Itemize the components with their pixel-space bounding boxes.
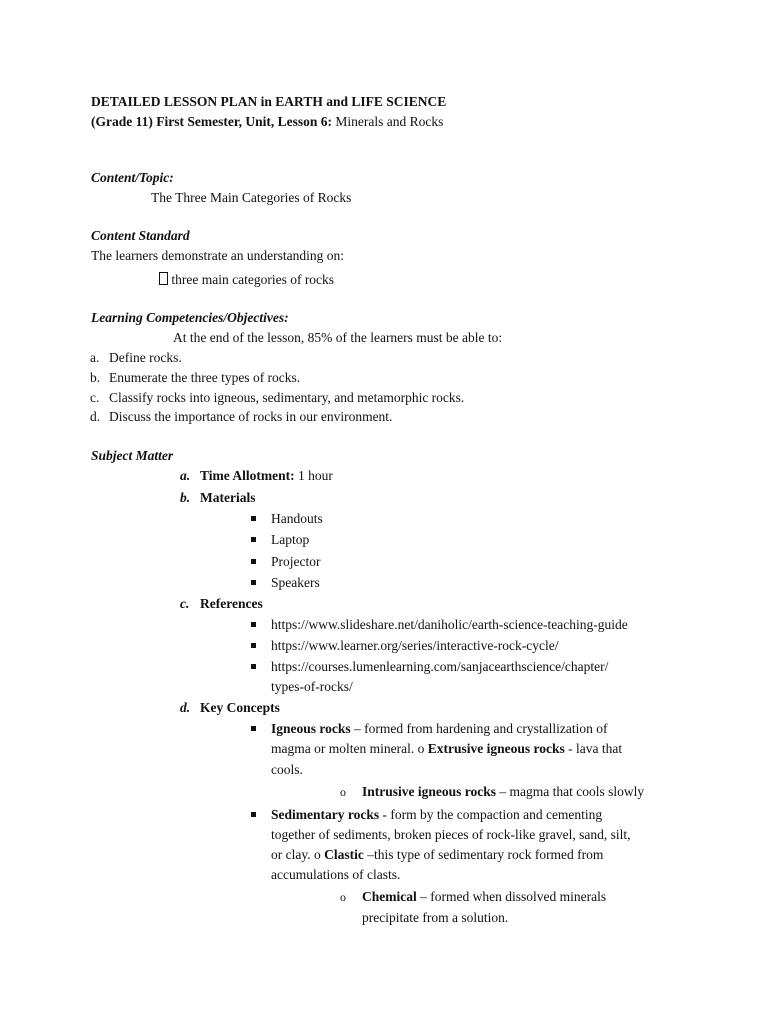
content-standard-heading: Content Standard bbox=[91, 228, 190, 243]
content-topic-text: The Three Main Categories of Rocks bbox=[151, 190, 352, 205]
extrusive-term: Extrusive igneous rocks bbox=[427, 741, 565, 756]
document-subtitle bbox=[91, 112, 443, 132]
igneous-line-3: cools. bbox=[271, 762, 303, 777]
circle-bullet-icon: o bbox=[417, 741, 428, 756]
sedimentary-line-2: together of sediments, broken pieces of rock-like gravel, sand, silt, bbox=[271, 827, 631, 842]
subtitle-rest: Minerals and Rocks bbox=[331, 114, 444, 129]
competencies-intro: At the end of the lesson, 85% of the learners must be able to: bbox=[173, 330, 503, 345]
sedimentary-line-4: accumulations of clasts. bbox=[271, 867, 401, 882]
time-value: 1 hour bbox=[294, 468, 333, 483]
competencies-heading: Learning Competencies/Objectives: bbox=[91, 310, 289, 325]
igneous-line-2 bbox=[271, 739, 622, 759]
missing-glyph-icon bbox=[159, 272, 168, 285]
material-item: Laptop bbox=[271, 532, 310, 547]
igneous-def-1: – formed from hardening and crystallization of bbox=[350, 721, 608, 736]
square-bullet-icon bbox=[251, 664, 256, 669]
sedimentary-def-1: - form by the compaction and cementing bbox=[379, 807, 603, 822]
subject-matter-heading: Subject Matter bbox=[91, 448, 174, 463]
sedimentary-line-1 bbox=[271, 805, 602, 825]
igneous-def-2: magma or molten mineral. bbox=[271, 741, 418, 756]
content-standard-item-text: three main categories of rocks bbox=[168, 272, 335, 287]
square-bullet-icon bbox=[251, 643, 256, 648]
content-standard-intro: The learners demonstrate an understanding on: bbox=[91, 248, 345, 263]
materials-marker: b. bbox=[180, 490, 191, 505]
chemical-line-1 bbox=[362, 887, 606, 907]
square-bullet-icon bbox=[251, 559, 256, 564]
document-title: DETAILED LESSON PLAN in EARTH and LIFE SCIENCE bbox=[91, 94, 447, 109]
chemical-def: – formed when dissolved minerals bbox=[416, 889, 607, 904]
extrusive-def: - lava that bbox=[564, 741, 623, 756]
content-topic-heading: Content/Topic: bbox=[91, 170, 174, 185]
objective-marker: c. bbox=[90, 390, 100, 405]
time-marker: a. bbox=[180, 468, 191, 483]
references-label: References bbox=[200, 596, 263, 611]
reference-link[interactable]: https://www.slideshare.net/daniholic/earth-science-teaching-guide bbox=[271, 617, 628, 632]
intrusive-term: Intrusive igneous rocks bbox=[362, 784, 497, 799]
key-concepts-marker: d. bbox=[180, 700, 191, 715]
clastic-def: –this type of sedimentary rock formed from bbox=[363, 847, 604, 862]
chemical-line-2: precipitate from a solution. bbox=[362, 910, 509, 925]
sedimentary-line-3 bbox=[271, 845, 603, 865]
circle-bullet-icon: o bbox=[340, 890, 346, 904]
objective-text: Define rocks. bbox=[109, 350, 182, 365]
intrusive-line bbox=[362, 782, 644, 802]
chemical-term: Chemical bbox=[362, 889, 417, 904]
square-bullet-icon bbox=[251, 726, 256, 731]
material-item: Handouts bbox=[271, 511, 323, 526]
sedimentary-term: Sedimentary rocks bbox=[271, 807, 380, 822]
square-bullet-icon bbox=[251, 537, 256, 542]
circle-bullet-icon: o bbox=[340, 785, 346, 799]
time-allotment bbox=[200, 466, 333, 486]
igneous-term: Igneous rocks bbox=[271, 721, 351, 736]
objective-marker: b. bbox=[90, 370, 101, 385]
square-bullet-icon bbox=[251, 580, 256, 585]
materials-label: Materials bbox=[200, 490, 256, 505]
key-concepts-label: Key Concepts bbox=[200, 700, 280, 715]
square-bullet-icon bbox=[251, 812, 256, 817]
objective-text: Classify rocks into igneous, sedimentary, and metamorphic rocks. bbox=[109, 390, 465, 405]
igneous-line-1 bbox=[271, 719, 607, 739]
objective-marker: d. bbox=[90, 409, 101, 424]
subtitle-bold: (Grade 11) First Semester, Unit, Lesson 6: bbox=[91, 114, 332, 129]
reference-link[interactable]: https://courses.lumenlearning.com/sanjacearthscience/chapter/ bbox=[271, 659, 609, 674]
objective-text: Discuss the importance of rocks in our environment. bbox=[109, 409, 393, 424]
reference-link-continued[interactable]: types-of-rocks/ bbox=[271, 679, 353, 694]
time-label: Time Allotment: bbox=[200, 468, 295, 483]
intrusive-def: – magma that cools slowly bbox=[496, 784, 645, 799]
objective-marker: a. bbox=[90, 350, 100, 365]
square-bullet-icon bbox=[251, 622, 256, 627]
clastic-term: Clastic bbox=[324, 847, 364, 862]
references-marker: c. bbox=[180, 596, 190, 611]
objective-text: Enumerate the three types of rocks. bbox=[109, 370, 301, 385]
sedimentary-def-3: or clay. o bbox=[271, 847, 325, 862]
square-bullet-icon bbox=[251, 516, 256, 521]
material-item: Projector bbox=[271, 554, 321, 569]
content-standard-item bbox=[159, 270, 334, 290]
material-item: Speakers bbox=[271, 575, 320, 590]
reference-link[interactable]: https://www.learner.org/series/interactive-rock-cycle/ bbox=[271, 638, 559, 653]
